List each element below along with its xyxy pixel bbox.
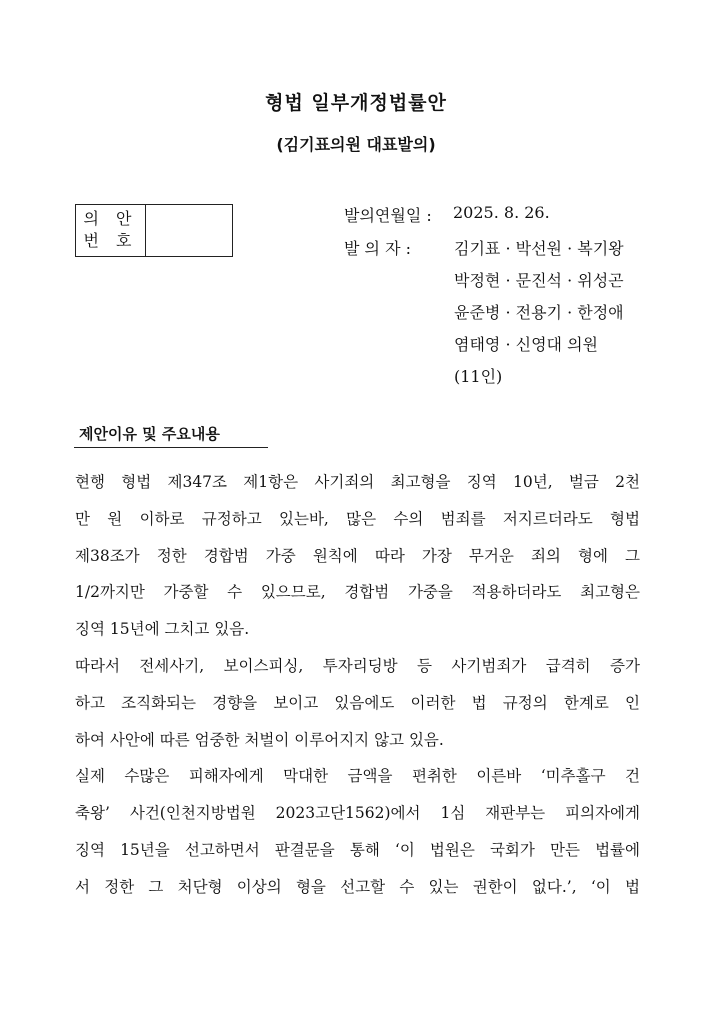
- proposer-line: 김기표 · 박선원 · 복기왕: [454, 239, 624, 258]
- body-line: 서 정한 그 처단형 이상의 형을 선고할 수 있는 권한이 없다.’, ‘이 법: [75, 877, 640, 896]
- bill-number-box: [75, 204, 233, 257]
- body-line: 징역 15년을 선고하면서 판결문을 통해 ‘이 법원은 국회가 만든 법률에: [75, 840, 640, 859]
- body-line: 제38조가 정한 경합범 가중 원칙에 따라 가장 무거운 죄의 형에 그: [75, 546, 640, 565]
- body-line: 축왕’ 사건(인천지방법원 2023고단1562)에서 1심 재판부는 피의자에게: [75, 804, 640, 823]
- body-line: 1/2까지만 가중할 수 있으므로, 경합범 가중을 적용하더라도 최고형은: [75, 583, 640, 602]
- body-line: 하여 사안에 따른 엄중한 처벌이 이루어지지 않고 있음.: [75, 730, 444, 749]
- body-line: 실제 수많은 피해자에게 막대한 금액을 편취한 이른바 ‘미추홀구 건: [75, 767, 640, 786]
- body-line: 만 원 이하로 규정하고 있는바, 많은 수의 범죄를 저지르더라도 형법: [75, 509, 640, 528]
- body-line: 따라서 전세사기, 보이스피싱, 투자리딩방 등 사기범죄가 급격히 증가: [75, 656, 640, 675]
- proposer-line: 박정현 · 문진석 · 위성곤: [454, 271, 624, 290]
- bill-number-label: [76, 205, 146, 256]
- section-heading-underline: [74, 447, 268, 448]
- body-line: 하고 조직화되는 경향을 보이고 있음에도 이러한 법 규정의 한계로 인: [75, 693, 640, 712]
- document-title: 형법 일부개정법률안: [265, 92, 447, 114]
- body-text: [75, 464, 640, 906]
- body-line: 징역 15년에 그치고 있음.: [75, 620, 250, 639]
- date-value: 2025. 8. 26.: [453, 203, 550, 222]
- bill-number-label-line2: 번 호: [83, 231, 138, 250]
- proposer-line: 염태영 · 신영대 의원: [454, 335, 598, 354]
- section-heading: 제안이유 및 주요내용: [79, 425, 220, 443]
- proposer-label: 발 의 자 :: [344, 239, 412, 258]
- proposer-line: 윤준병 · 전용기 · 한정애: [454, 303, 624, 322]
- bill-number-label-line1: 의 안: [83, 209, 138, 228]
- proposer-count: (11인): [454, 367, 503, 386]
- body-line: 현행 형법 제347조 제1항은 사기죄의 최고형을 징역 10년, 벌금 2천: [75, 473, 640, 491]
- date-label: 발의연월일 :: [344, 206, 432, 225]
- document-subtitle: (김기표의원 대표발의): [276, 135, 436, 154]
